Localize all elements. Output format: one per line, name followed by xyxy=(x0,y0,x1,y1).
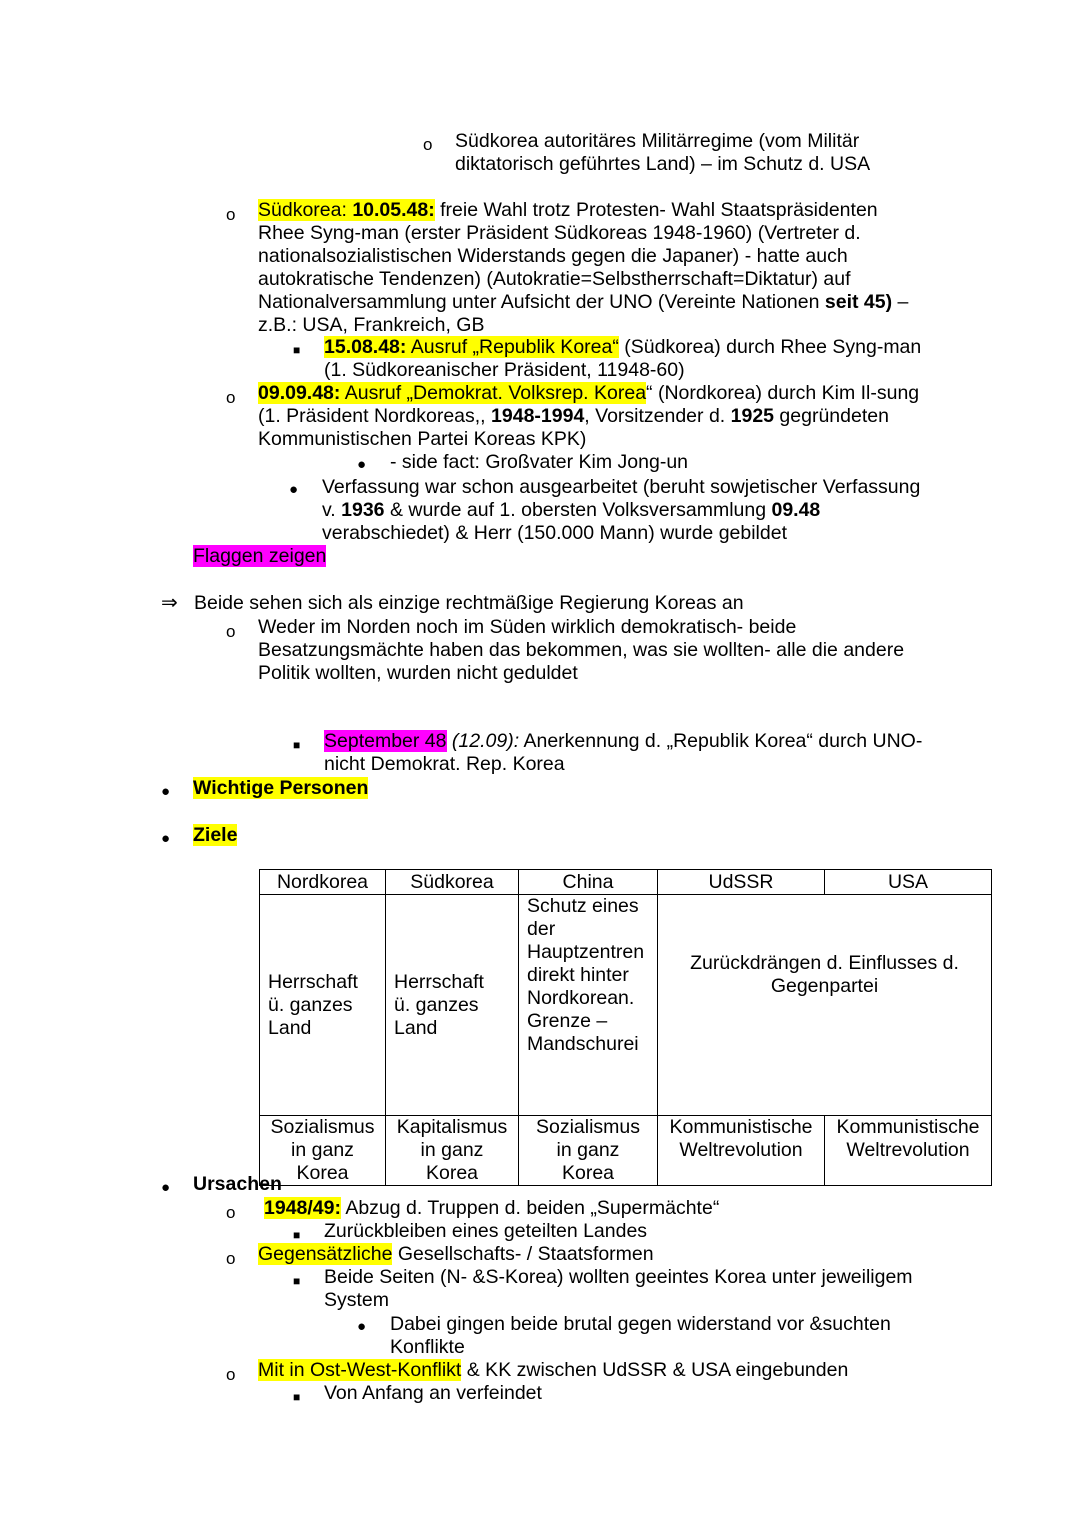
square-bullet-icon: ■ xyxy=(293,343,301,357)
cell-suedkorea-kapitalismus: Kapitalismus in ganz Korea xyxy=(386,1116,519,1186)
cell-udssr-weltrevolution: Kommunistische Weltrevolution xyxy=(658,1116,825,1186)
circle-bullet-icon: o xyxy=(226,1203,236,1222)
bullet-icon: ● xyxy=(357,456,367,473)
gegensaetzliche-item: Gegensätzliche Gesellschafts- / Staatsformen xyxy=(258,1243,654,1265)
cell-usa-weltrevolution: Kommunistische Weltrevolution xyxy=(825,1116,992,1186)
bullet-icon: ● xyxy=(289,481,299,498)
circle-bullet-icon: o xyxy=(226,388,236,407)
cell-udssr-usa-zurueckdraengen: Zurückdrängen d. Einflusses d. Gegenpartei xyxy=(658,895,992,1116)
flaggen-note: Flaggen zeigen xyxy=(193,545,327,567)
nordkorea-item: 09.09.48: Ausruf „Demokrat. Volksrep. Korea“ (Nordkorea) durch Kim Il-sung (1. Präsident Nordkoreas,, 1948-1994, Vorsitzender d. 1925 gegründeten Kommunistischen Partei Koreas KPK) xyxy=(258,382,920,450)
table-row xyxy=(260,1116,992,1186)
square-bullet-icon: ■ xyxy=(293,1274,301,1288)
circle-bullet-icon: o xyxy=(226,205,236,224)
header-usa: USA xyxy=(825,870,992,895)
side-fact: - side fact: Großvater Kim Jong-un xyxy=(390,451,689,473)
double-arrow-icon: ⇒ xyxy=(161,592,178,614)
militaerregime-text: Südkorea autoritäres Militärregime (vom Militär diktatorisch geführtes Land) – im Schutz d. USA xyxy=(455,130,871,175)
gegensaetzliche-sub: Beide Seiten (N- &S-Korea) wollten geeintes Korea unter jeweiligem System xyxy=(324,1266,913,1311)
header-nordkorea: Nordkorea xyxy=(260,870,386,895)
cell-china-schutz: Schutz eines der Hauptzentren direkt hinter Nordkorean. Grenze – Mandschurei xyxy=(519,895,658,1116)
bullet-icon: ● xyxy=(161,783,171,800)
square-bullet-icon: ■ xyxy=(293,1390,301,1404)
cell-china-sozialismus: Sozialismus in ganz Korea xyxy=(519,1116,658,1186)
header-udssr: UdSSR xyxy=(658,870,825,895)
abzug-sub: Zurückbleiben eines geteilten Landes xyxy=(324,1220,648,1242)
ostwest-sub: Von Anfang an verfeindet xyxy=(324,1382,542,1404)
suedkorea-date: 10.05.48: xyxy=(352,199,435,221)
suedkorea-label: Südkorea: xyxy=(258,199,353,221)
beide-line: Beide sehen sich als einzige rechtmäßige Regierung Koreas an xyxy=(194,592,744,614)
cell-nordkorea-herrschaft: Herrschaft ü. ganzes Land xyxy=(260,895,386,1116)
circle-bullet-icon: o xyxy=(226,1249,236,1268)
anerkennung-item: September 48 (12.09): Anerkennung d. „Republik Korea“ durch UNO- nicht Demokrat. Rep. Korea xyxy=(324,730,923,775)
table-header-row xyxy=(260,870,992,895)
header-china: China xyxy=(519,870,658,895)
republik-korea-item: 15.08.48: Ausruf „Republik Korea“ (Südkorea) durch Rhee Syng-man (1. Südkoreanischer Präsident, 11948-60) xyxy=(324,336,922,381)
header-suedkorea: Südkorea xyxy=(386,870,519,895)
bullet-icon: ● xyxy=(161,1179,171,1196)
ursachen-heading: Ursachen xyxy=(193,1173,282,1195)
goals-table xyxy=(259,869,992,1186)
gegensaetzliche-sub-sub: Dabei gingen beide brutal gegen widerstand vor &suchten Konflikte xyxy=(390,1313,891,1358)
circle-bullet-icon: o xyxy=(226,622,236,641)
square-bullet-icon: ■ xyxy=(293,1228,301,1242)
bullet-icon: ● xyxy=(357,1318,367,1335)
bullet-icon: ● xyxy=(161,830,171,847)
cell-suedkorea-herrschaft: Herrschaft ü. ganzes Land xyxy=(386,895,519,1116)
suedkorea-wahl: Südkorea: 10.05.48: freie Wahl trotz Protesten- Wahl Staatspräsidenten Rhee Syng-man (erster Präsident Südkoreas 1948-1960) (Vertreter d. nationalsozialistischen Widerstands gegen die Japaner) - hatte auch autokratische Tendenzen) (Autokratie=Selbstherrschaft=Diktatur) auf Nationalversammlung unter Aufsicht der UNO (Vereinte Nationen seit 45) – z.B.: USA, Frankreich, GB xyxy=(258,199,909,336)
circle-bullet-icon: o xyxy=(423,135,433,154)
ostwest-item: Mit in Ost-West-Konflikt & KK zwischen UdSSR & USA eingebunden xyxy=(258,1359,849,1381)
abzug-item: 1948/49: Abzug d. Truppen d. beiden „Supermächte“ xyxy=(264,1197,720,1219)
beide-sub: Weder im Norden noch im Süden wirklich demokratisch- beide Besatzungsmächte haben das bekommen, was sie wollten- alle die andere Politik wollten, wurden nicht geduldet xyxy=(258,616,905,684)
circle-bullet-icon: o xyxy=(226,1365,236,1384)
table-row xyxy=(260,895,992,1116)
verfassung-item: Verfassung war schon ausgearbeitet (beruht sowjetischer Verfassung v. 1936 & wurde auf 1. obersten Volksversammlung 09.48 verabschiedet) & Herr (150.000 Mann) wurde gebildet xyxy=(322,476,921,544)
cell-nordkorea-sozialismus: Sozialismus in ganz Korea xyxy=(260,1116,386,1186)
wichtige-personen-heading: Wichtige Personen xyxy=(193,777,369,799)
ziele-heading: Ziele xyxy=(193,824,238,846)
square-bullet-icon: ■ xyxy=(293,738,301,752)
